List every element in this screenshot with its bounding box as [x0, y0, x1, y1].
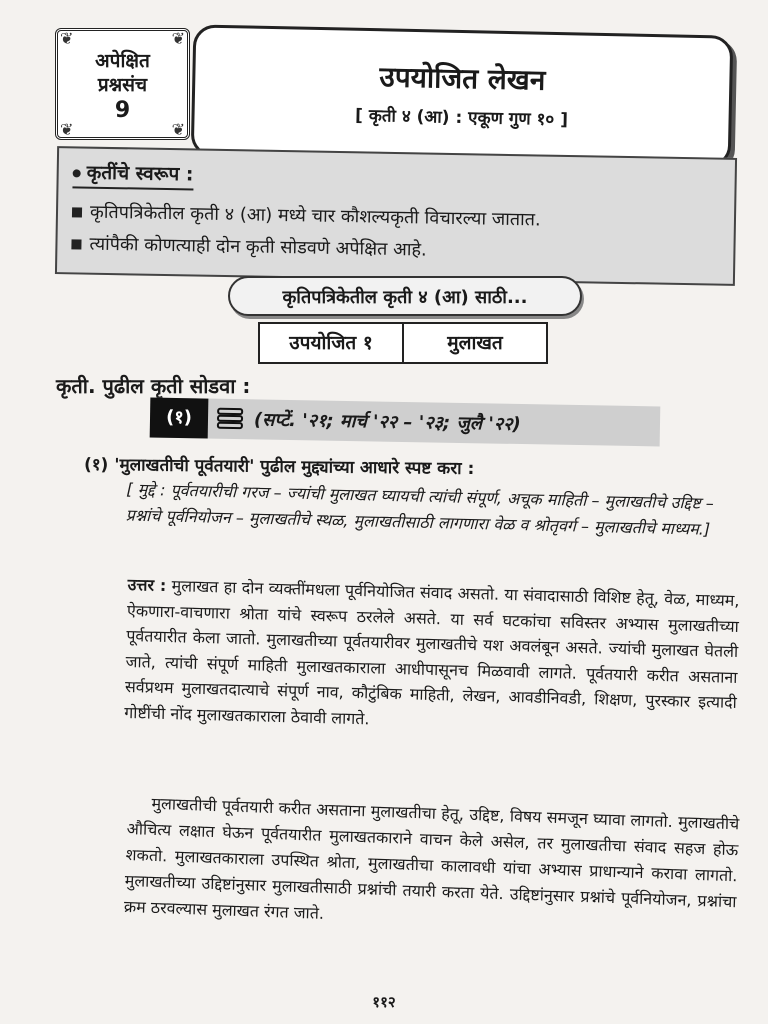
nature-point-text: त्यांपैकी कोणत्याही दोन कृती सोडवणे अपेक्षित आहे. — [89, 233, 427, 261]
activity-heading: कृती. पुढील कृती सोडवा : — [56, 374, 251, 398]
chapter-title: उपयोजित लेखन — [379, 60, 546, 97]
nature-heading — [72, 158, 193, 190]
answer-paragraph-1 — [124, 572, 740, 742]
type-number-cell: उपयोजित १ — [260, 324, 404, 362]
badge-number: 9 — [114, 98, 131, 123]
activity-nature-box — [55, 146, 737, 286]
question-text: (१) 'मुलाखतीची पूर्वतयारी' पुढील मुद्द्यांच्या आधारे स्पष्ट करा : — [83, 454, 475, 480]
answer-label: उत्तर : — [127, 574, 167, 596]
type-name-cell: मुलाखत — [447, 332, 503, 354]
exam-reference-bar — [150, 398, 661, 447]
question-set-badge — [55, 28, 190, 140]
ornament-icon: ❦ — [171, 29, 185, 48]
nature-point-text: कृतिपत्रिकेतील कृती ४ (आ) मध्ये चार कौशल्यकृती विचारल्या जातात. — [89, 201, 541, 231]
exercise-number: (१) — [150, 398, 209, 439]
answer-text-1: मुलाखत हा दोन व्यक्तींमधला पूर्वनियोजित संवाद असतो. या संवादासाठी विशिष्ट हेतू, वेळ, माध्यम, ऐकणारा-वाचणारा श्रोता यांचे स्वरूप ठरलेले असते. या सर्व घटकांचा सविस्तर अभ्यास मुलाखतीच्या पूर्वतयारीत केला जातो. मुलाखतीच्या पूर्वतयारीवर मुलाखतीचे यश अवलंबून असते. ज्यांची मुलाखत घेतली जाते, त्यांची संपूर्ण माहिती मुलाखतकाराला आधीपासूनच मिळवावी लागते. पूर्वतयारी करीत असताना सर्वप्रथम मुलाखतदात्याचे संपूर्ण नाव, कौटुंबिक माहिती, लेखन, आवडीनिवडी, शिक्षण, पुरस्कार इत्यादी गोष्टींची नोंद मुलाखतकाराला ठेवावी लागते. — [124, 576, 740, 729]
bullet-icon — [73, 169, 81, 177]
badge-line-1: अपेक्षित — [95, 50, 150, 72]
writing-type-table — [258, 322, 548, 364]
question-points: [ मुद्दे : पूर्वतयारीची गरज – ज्यांची मुलाखत घ्यायची त्यांची संपूर्ण, अचूक माहिती – मुलाखतीचे उद्दिष्ट – प्रश्नांचे पूर्वनियोजन – मुलाखतीचे स्थळ, मुलाखतीसाठी लागणारा वेळ व श्रोतृवर्ग – मुलाखतीचे माध्यम.] — [125, 479, 715, 539]
ornament-icon: ❦ — [60, 29, 74, 48]
ornament-icon: ❦ — [60, 120, 74, 139]
square-bullet-icon — [72, 207, 82, 217]
section-pill: कृतिपत्रिकेतील कृती ४ (आ) साठी... — [228, 276, 582, 316]
exam-reference-text: (सप्टें. '२१; मार्च '२२ – '२३; जुलै '२२) — [253, 409, 521, 436]
chapter-subtitle: [ कृती ४ (आ) : एकूण गुण १० ] — [354, 105, 569, 131]
chapter-title-box — [191, 24, 734, 167]
nature-heading-text: कृतींचे स्वरूप : — [86, 161, 194, 186]
book-stack-icon — [216, 407, 246, 432]
badge-line-2: प्रश्नसंच — [97, 74, 148, 96]
ornament-icon: ❦ — [171, 120, 185, 139]
square-bullet-icon — [71, 239, 81, 249]
page-number: ११२ — [372, 993, 396, 1011]
answer-paragraph-2: मुलाखतीची पूर्वतयारी करीत असताना मुलाखतीचा हेतू, उद्दिष्ट, विषय समजून घ्यावा लागतो. मुलाखतीचे औचित्य लक्षात घेऊन पूर्वतयारीत मुलाखतकाराने वाचन केले असेल, तर मुलाखतीचा संवाद सहज होऊ शकतो. मुलाखतकाराला उपस्थित श्रोता, मुलाखतीचा कालावधी यांचा अभ्यास प्राधान्याने करावा लागतो. मुलाखतीच्या उद्दिष्टांनुसार मुलाखतीसाठी प्रश्नांची तयारी करता येते. उद्दिष्टांनुसार प्रश्नांचे पूर्वनियोजन, प्रश्नांचा क्रम ठरवल्यास मुलाखत रंगत जाते. — [123, 793, 740, 923]
